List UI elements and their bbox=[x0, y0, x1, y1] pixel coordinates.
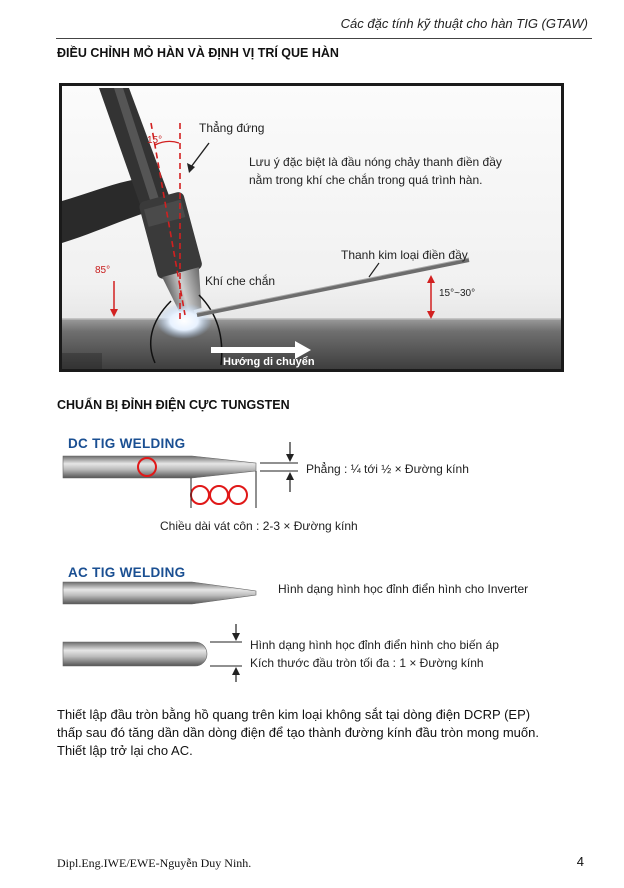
vertical-label: Thẳng đứng bbox=[199, 121, 265, 135]
dc-electrode-diagram bbox=[60, 440, 310, 520]
torch-position-figure bbox=[59, 83, 564, 372]
dc-flat-label: Phẳng : ¼ tới ½ × Đường kính bbox=[306, 462, 469, 476]
filler-rod-label: Thanh kim loại điền đầy bbox=[341, 248, 468, 262]
ac-inverter-electrode bbox=[60, 578, 260, 608]
note-line-1: Lưu ý đặc biệt là đầu nóng chảy thanh điền đầy bbox=[249, 155, 502, 169]
running-header: Các đặc tính kỹ thuật cho hàn TIG (GTAW) bbox=[340, 16, 588, 31]
paragraph-line-3: Thiết lập trở lại cho AC. bbox=[57, 743, 193, 758]
section-heading-electrode: CHUẨN BỊ ĐỈNH ĐIỆN CỰC TUNGSTEN bbox=[57, 398, 290, 412]
ac-inverter-label: Hình dạng hình học đỉnh điển hình cho Inverter bbox=[278, 582, 529, 596]
footer-author: Dipl.Eng.IWE/EWE-Nguyễn Duy Ninh. bbox=[57, 856, 252, 870]
dc-tig-title: DC TIG WELDING bbox=[68, 436, 186, 451]
ac-transformer-electrode bbox=[60, 622, 260, 684]
ac-transformer-label: Hình dạng hình học đỉnh điển hình cho biến áp bbox=[250, 638, 499, 652]
section-heading-torch: ĐIỀU CHỈNH MỎ HÀN VÀ ĐỊNH VỊ TRÍ QUE HÀN bbox=[57, 46, 339, 60]
note-line-2: nằm trong khí che chắn trong quá trình hàn. bbox=[249, 173, 483, 187]
travel-direction-label: Hướng di chuyển bbox=[223, 356, 315, 368]
dc-taper-label: Chiều dài vát côn : 2-3 × Đường kính bbox=[160, 519, 358, 533]
angle-85-label: 85° bbox=[95, 265, 111, 276]
page-number: 4 bbox=[576, 854, 584, 869]
ac-tig-title: AC TIG WELDING bbox=[68, 565, 186, 580]
paragraph-line-1: Thiết lập đầu tròn bằng hồ quang trên kim loại không sắt tại dòng điện DCRP (EP) bbox=[57, 707, 531, 722]
ac-ball-size-label: Kích thước đầu tròn tối đa : 1 × Đường kính bbox=[250, 656, 484, 670]
header-rule bbox=[56, 38, 592, 39]
angle-15-label: 15° bbox=[147, 135, 163, 146]
angle-15-30-label: 15°~30° bbox=[439, 288, 476, 299]
paragraph-line-2: thấp sau đó tăng dần dần dòng điện để tạo thành đường kính đầu tròn mong muốn. bbox=[57, 725, 539, 740]
setup-paragraph bbox=[57, 706, 587, 760]
shield-gas-label: Khí che chắn bbox=[205, 274, 276, 288]
